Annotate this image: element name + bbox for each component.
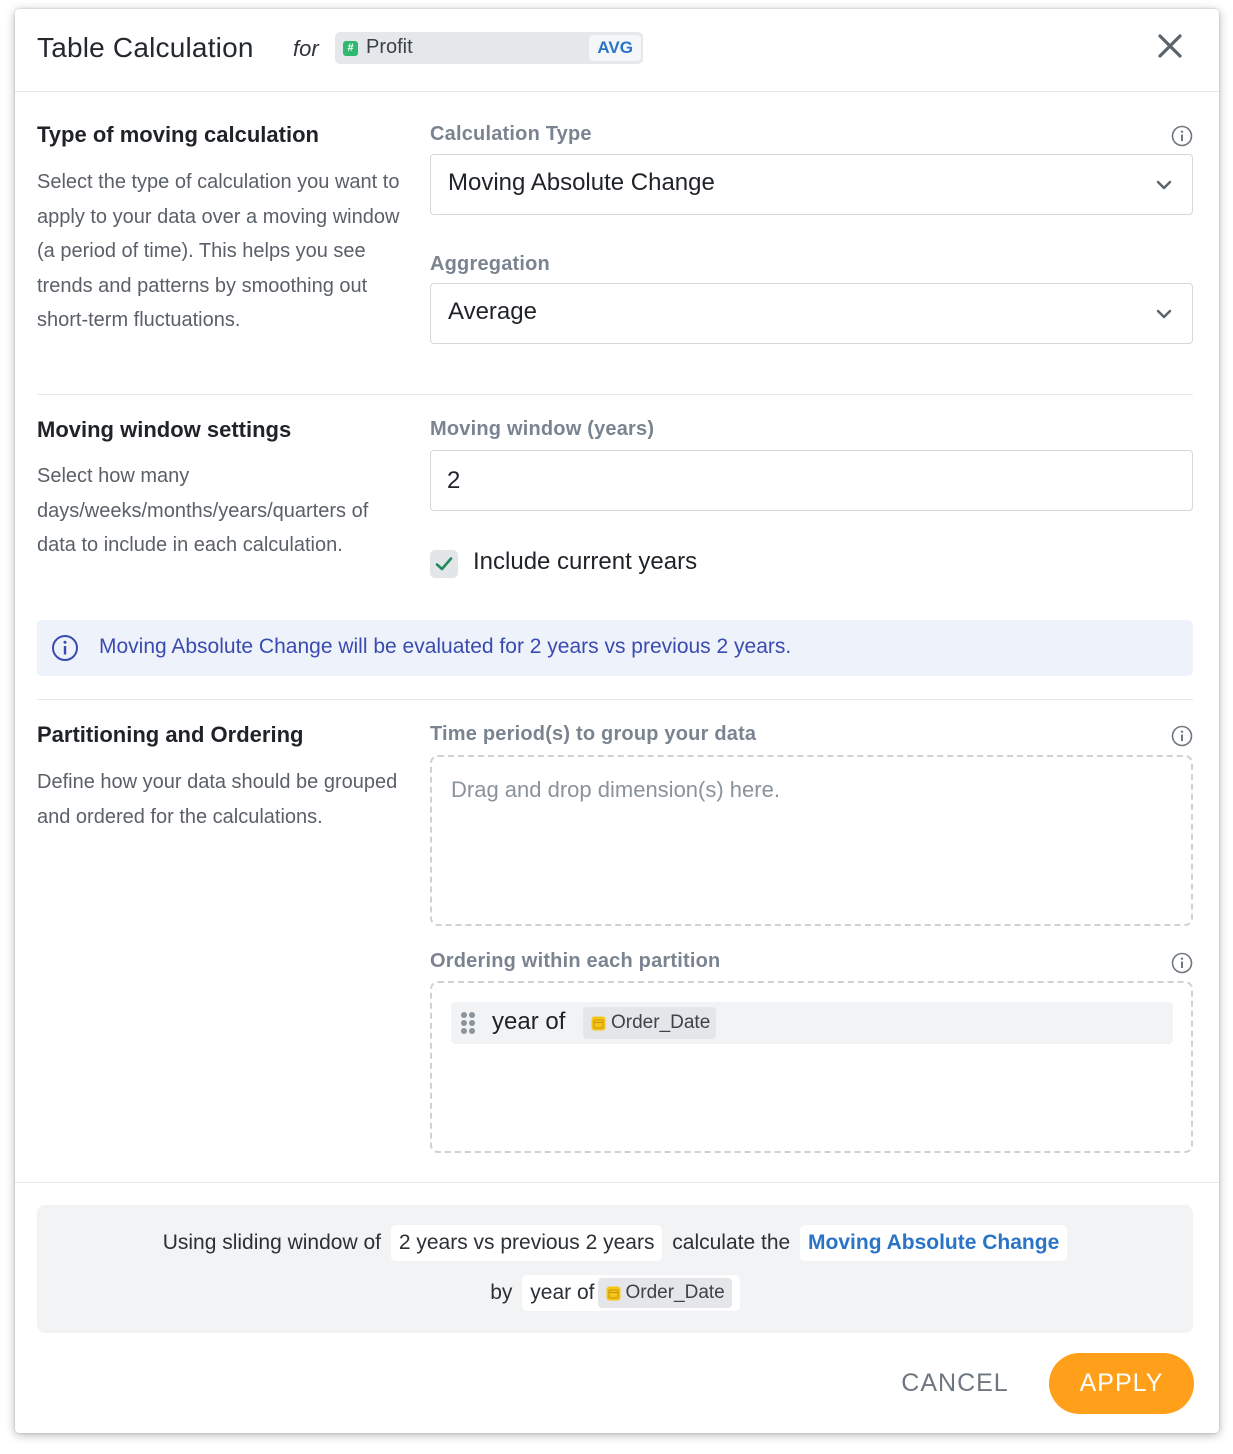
calendar-icon [591, 1015, 606, 1031]
moving-window-input[interactable] [430, 450, 1193, 511]
window-label: Moving window (years) [430, 418, 655, 440]
aggregation-value: Average [448, 298, 537, 325]
chevron-down-icon [1154, 304, 1174, 324]
group-dropzone[interactable] [430, 755, 1193, 926]
group-label: Time period(s) to group your data [430, 723, 757, 745]
date-field-chip [598, 1278, 731, 1308]
field-pill-profit [335, 32, 643, 64]
section-title-partition: Partitioning and Ordering [37, 722, 304, 747]
divider [37, 394, 1193, 395]
aggregation-badge: AVG [589, 35, 641, 61]
section-title-calc-type: Type of moving calculation [37, 122, 319, 147]
include-current-checkbox[interactable] [430, 550, 458, 578]
close-icon [1157, 33, 1183, 59]
summary-text: by [490, 1281, 513, 1304]
order-item[interactable] [451, 1002, 1173, 1044]
info-icon[interactable] [1171, 725, 1193, 747]
calc-type-label: Calculation Type [430, 123, 592, 145]
dialog-header [15, 9, 1219, 92]
number-type-icon: # [343, 41, 358, 56]
chevron-down-icon [1154, 175, 1174, 195]
footer-divider [15, 1182, 1219, 1183]
section-title-window: Moving window settings [37, 417, 292, 442]
summary-text: calculate the [672, 1231, 791, 1254]
info-icon [51, 634, 79, 662]
section-desc-partition: Define how your data should be grouped and ordered for the calculations. [37, 771, 398, 828]
info-icon[interactable] [1171, 952, 1193, 974]
order-dropzone[interactable] [430, 981, 1193, 1153]
dialog-title: Table Calculation [37, 32, 254, 63]
info-banner [37, 620, 1193, 676]
calendar-icon [606, 1285, 621, 1301]
calculation-summary [37, 1205, 1193, 1333]
calc-type-value: Moving Absolute Change [448, 169, 715, 196]
summary-by-prefix: year of [530, 1281, 595, 1304]
summary-row-2 [37, 1275, 1193, 1311]
divider [37, 699, 1193, 700]
date-field-name: Order_Date [611, 1012, 711, 1033]
summary-by-chip [522, 1275, 739, 1311]
field-name: Profit [366, 36, 413, 58]
dropzone-placeholder: Drag and drop dimension(s) here. [451, 777, 780, 802]
aggregation-select[interactable] [430, 283, 1193, 344]
info-banner-text: Moving Absolute Change will be evaluated for 2 years vs previous 2 years. [99, 635, 792, 658]
apply-button[interactable]: APPLY [1049, 1353, 1194, 1414]
drag-handle-icon[interactable] [461, 1012, 475, 1034]
summary-text: Using sliding window of [162, 1231, 381, 1254]
order-label: Ordering within each partition [430, 950, 721, 972]
summary-window-chip: 2 years vs previous 2 years [391, 1225, 663, 1261]
close-button[interactable] [1157, 33, 1183, 59]
for-label: for [293, 36, 319, 61]
section-desc-window: Select how many days/weeks/months/years/quarters of data to include in each calculation. [37, 465, 369, 557]
section-desc-calc-type: Select the type of calculation you want to apply to your data over a moving window (a period of time). This helps you see trends and patterns by smoothing out short-term fluctuations. [37, 171, 400, 332]
include-current-label: Include current years [473, 548, 698, 575]
summary-row-1 [37, 1225, 1193, 1261]
cancel-button[interactable]: CANCEL [895, 1361, 1015, 1405]
date-field-chip [583, 1007, 716, 1039]
check-icon [434, 554, 454, 574]
summary-calc-chip: Moving Absolute Change [800, 1225, 1067, 1261]
info-icon[interactable] [1171, 125, 1193, 147]
date-field-name: Order_Date [625, 1282, 725, 1303]
aggregation-label: Aggregation [430, 253, 550, 275]
order-item-prefix: year of [492, 1008, 566, 1035]
calc-type-select[interactable] [430, 154, 1193, 215]
table-calculation-dialog [15, 9, 1219, 1433]
